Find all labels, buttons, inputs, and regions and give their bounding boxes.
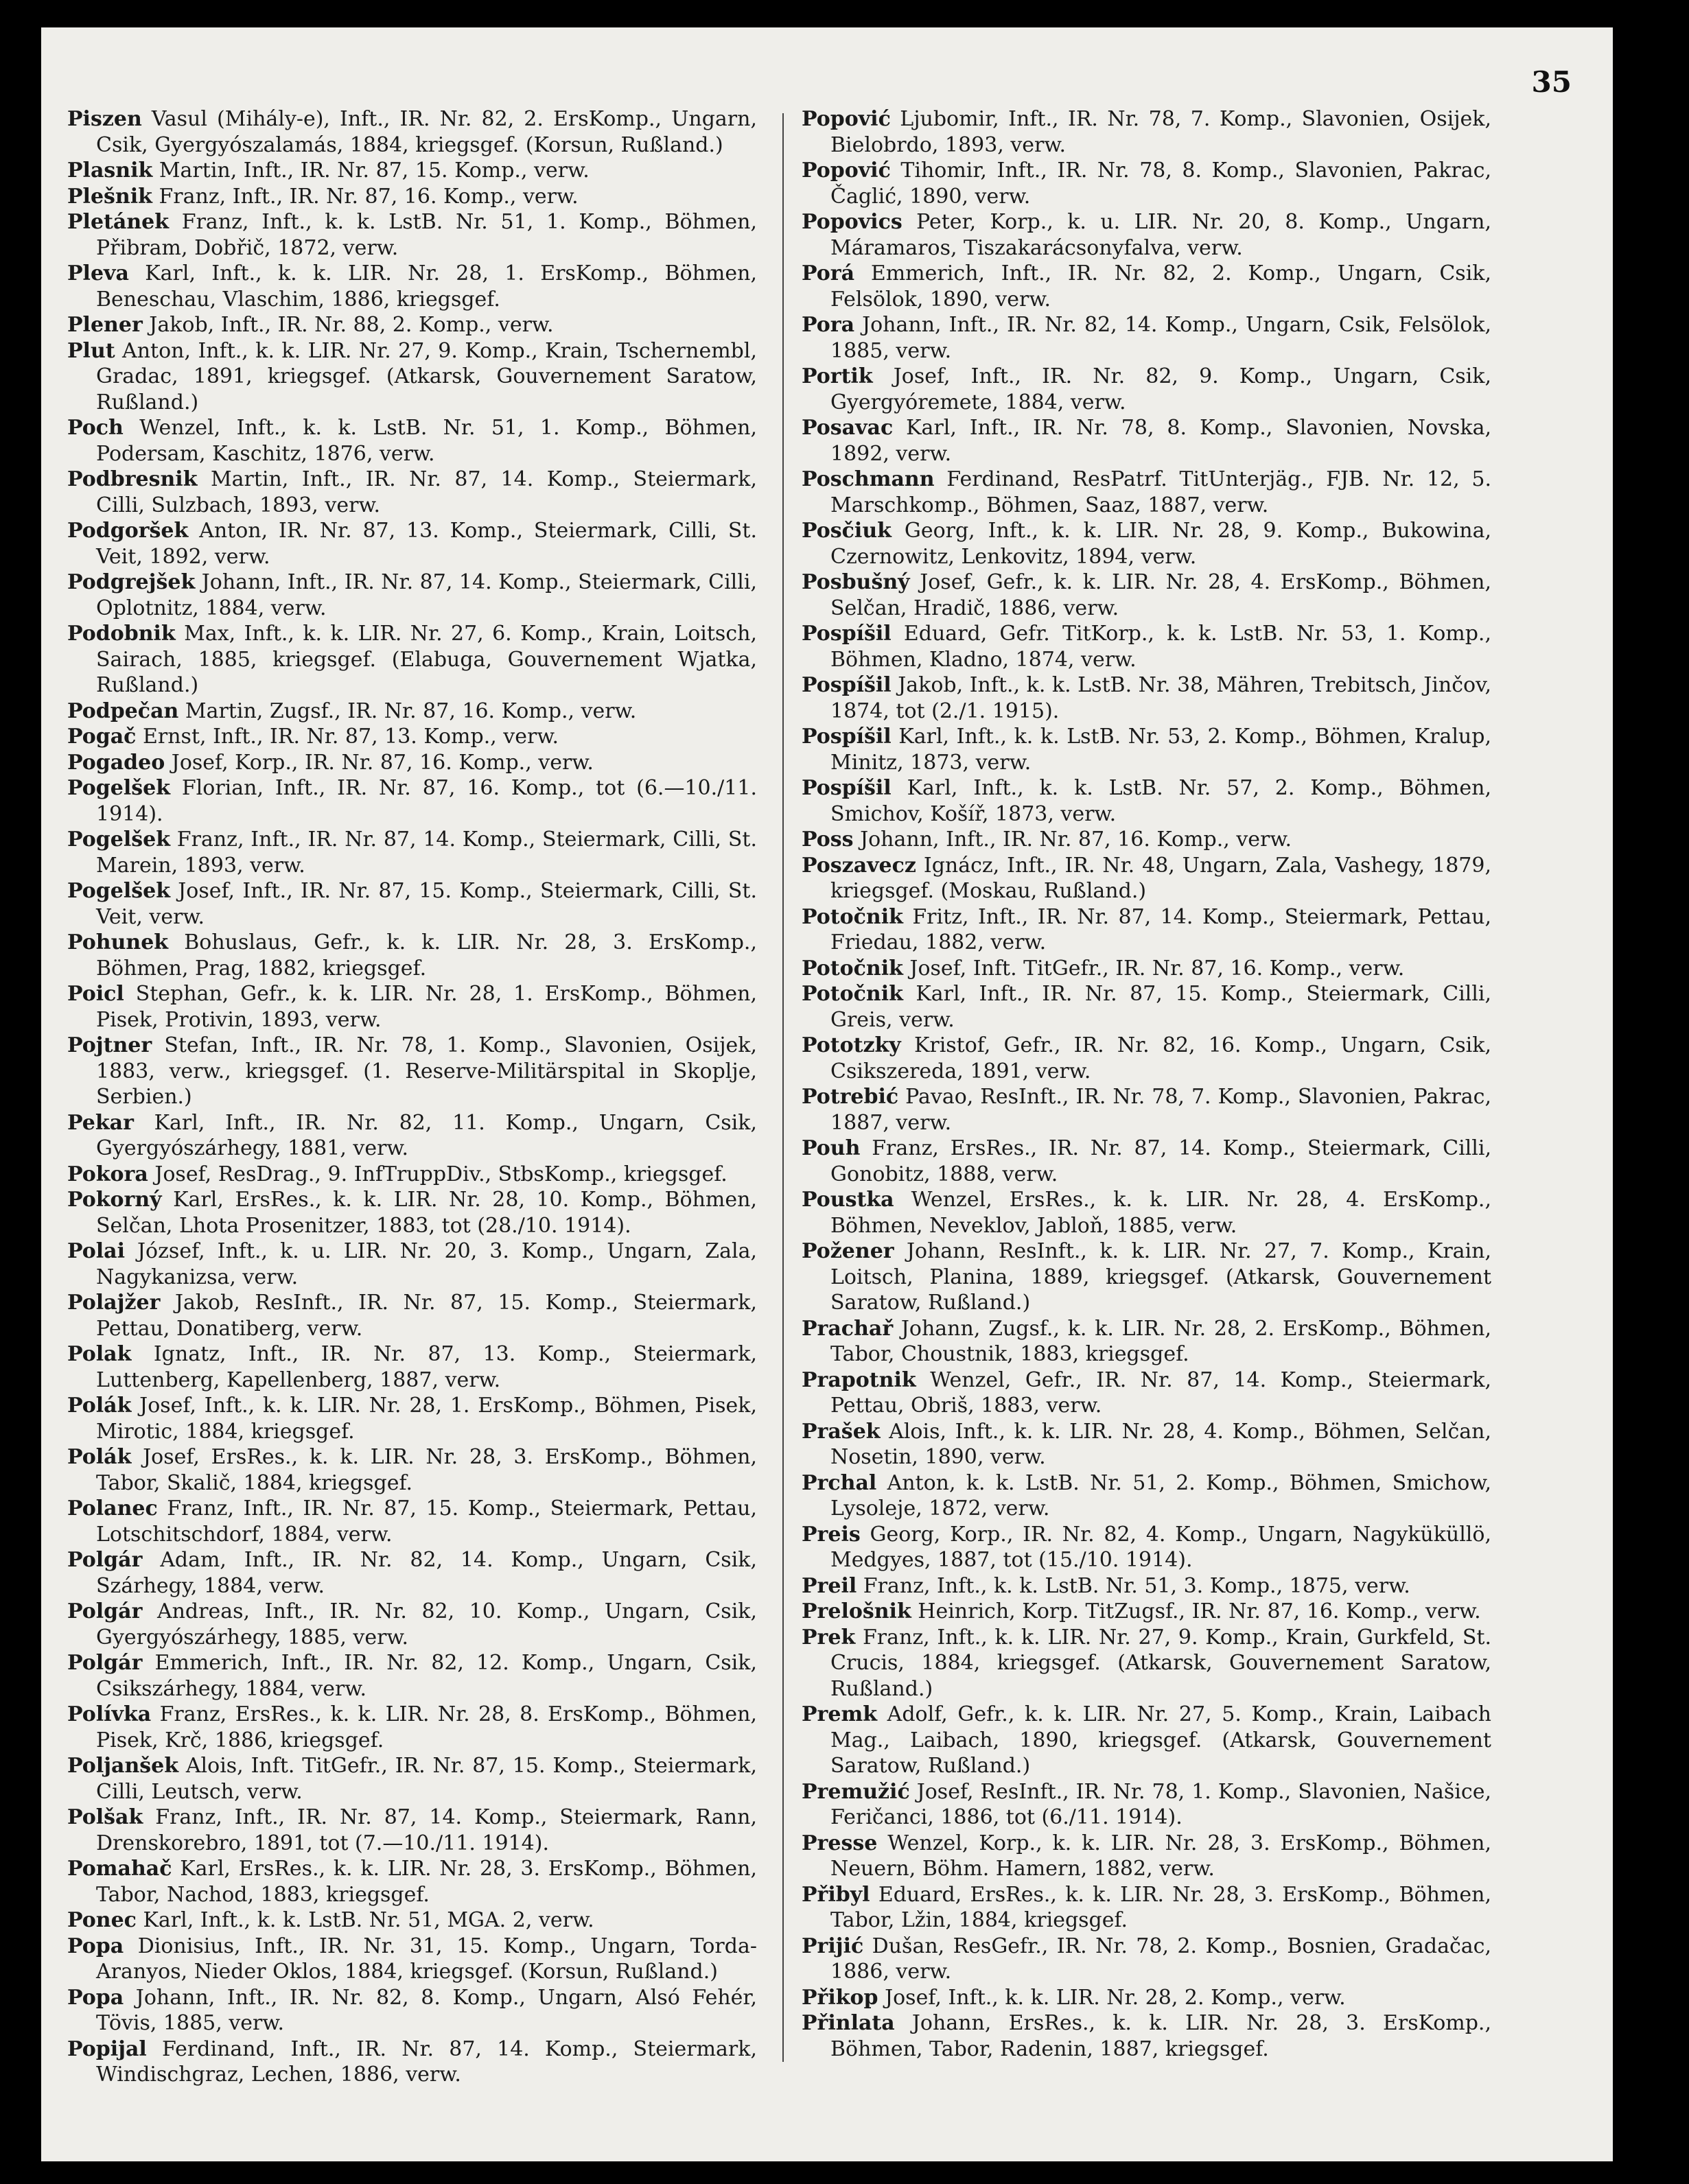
register-entry (67, 1702, 757, 1753)
entry-details: Karl, ErsRes., k. k. LIR. Nr. 28, 10. Komp., Böhmen, Selčan, Lhota Prosenitzer, 1883, tot (28./10. 1914). (96, 1188, 757, 1238)
register-entry (67, 415, 757, 467)
entry-surname: Pokorný (67, 1188, 162, 1212)
entry-surname: Pogadeo (67, 750, 165, 775)
entry-surname: Preis (802, 1522, 861, 1547)
entry-details: Johann, Zugsf., k. k. LIR. Nr. 28, 2. ErsKomp., Böhmen, Tabor, Choustnik, 1883, kriegsgef. (830, 1316, 1491, 1366)
entry-surname: Polgár (67, 1651, 143, 1675)
entry-surname: Poschmann (802, 467, 935, 491)
register-entry (67, 878, 757, 930)
register-entry (67, 261, 757, 312)
register-entry (67, 467, 757, 518)
entry-details: Franz, Inft., IR. Nr. 87, 14. Komp., Steiermark, Rann, Drenskorebro, 1891, tot (7.—10./11. 1914). (96, 1805, 757, 1855)
entry-details: Ljubomir, Inft., IR. Nr. 78, 7. Komp., Slavonien, Osijek, Bielobrdo, 1893, verw. (830, 107, 1491, 157)
register-entry (67, 570, 757, 621)
register-entry (67, 930, 757, 981)
entry-surname: Posavac (802, 416, 894, 440)
entry-surname: Pototzky (802, 1033, 901, 1057)
entry-details: Josef, ResDrag., 9. InfTruppDiv., StbsKomp., kriegsgef. (148, 1162, 727, 1186)
register-entry (802, 853, 1491, 904)
register-entry (67, 184, 757, 210)
entry-surname: Polgár (67, 1548, 143, 1572)
register-entry (67, 158, 757, 184)
entry-details: Ferdinand, Inft., IR. Nr. 87, 14. Komp., Steiermark, Windischgraz, Lechen, 1886, verw. (96, 2036, 757, 2087)
register-entry (802, 1470, 1491, 1522)
entry-surname: Pospíšil (802, 622, 892, 646)
entry-surname: Pletánek (67, 210, 170, 234)
register-entry (802, 904, 1491, 956)
entry-surname: Potočnik (802, 956, 903, 981)
register-entry (67, 1547, 757, 1599)
entry-surname: Přinlata (802, 2011, 895, 2035)
entry-surname: Porá (802, 261, 855, 285)
register-entry (802, 1985, 1491, 2011)
entry-details: Karl, Inft., k. k. LstB. Nr. 53, 2. Komp., Böhmen, Kralup, Minitz, 1873, verw. (830, 725, 1491, 775)
document-page (41, 27, 1613, 2161)
register-entry (67, 1393, 757, 1444)
entry-surname: Prelošnik (802, 1599, 911, 1623)
register-entry (802, 2010, 1491, 2062)
entry-details: Adam, Inft., IR. Nr. 82, 14. Komp., Ungarn, Csik, Szárhegy, 1884, verw. (96, 1548, 757, 1598)
entry-details: Stephan, Gefr., k. k. LIR. Nr. 28, 1. ErsKomp., Böhmen, Pisek, Protivin, 1893, verw. (96, 982, 757, 1032)
register-entry (802, 827, 1491, 853)
register-entry (802, 1316, 1491, 1367)
register-entry (67, 338, 757, 416)
entry-surname: Podpečan (67, 698, 179, 723)
entry-details: Josef, ErsRes., k. k. LIR. Nr. 28, 3. ErsKomp., Böhmen, Tabor, Skalič, 1884, kriegsgef. (96, 1445, 757, 1495)
entry-details: Wenzel, Gefr., IR. Nr. 87, 14. Komp., Steiermark, Pettau, Obriš, 1883, verw. (830, 1367, 1491, 1418)
register-entry (802, 518, 1491, 570)
entry-details: Karl, ErsRes., k. k. LIR. Nr. 28, 3. ErsKomp., Böhmen, Tabor, Nachod, 1883, kriegsgef. (96, 1857, 757, 1907)
register-entry (67, 1934, 757, 1985)
entry-surname: Pleva (67, 261, 129, 285)
entry-surname: Preil (802, 1573, 857, 1598)
entry-details: Fritz, Inft., IR. Nr. 87, 14. Komp., Steiermark, Pettau, Friedau, 1882, verw. (830, 904, 1491, 954)
entry-details: Johann, Inft., IR. Nr. 82, 14. Komp., Ungarn, Csik, Felsölok, 1885, verw. (830, 313, 1491, 363)
entry-surname: Pojtner (67, 1033, 152, 1057)
entry-details: Karl, Inft., k. k. LstB. Nr. 51, MGA. 2, verw. (136, 1908, 594, 1932)
entry-surname: Poss (802, 827, 854, 852)
register-entry (67, 106, 757, 158)
entry-surname: Posčiuk (802, 519, 892, 543)
entry-surname: Posbušný (802, 570, 910, 594)
entry-details: Alois, Inft., k. k. LIR. Nr. 28, 4. Komp., Böhmen, Selčan, Nosetin, 1890, verw. (830, 1419, 1491, 1469)
register-entry (67, 1753, 757, 1805)
register-entry (802, 1831, 1491, 1882)
entry-details: Josef, Korp., IR. Nr. 87, 16. Komp., verw. (165, 750, 594, 775)
entry-details: Pavao, ResInft., IR. Nr. 78, 7. Komp., Slavonien, Pakrac, 1887, verw. (830, 1085, 1491, 1135)
entry-details: Dionisius, Inft., IR. Nr. 31, 15. Komp., Ungarn, Torda-Aranyos, Nieder Oklos, 1884, kriegsgef. (Korsun, Rußland.) (96, 1934, 757, 1984)
entry-surname: Polai (67, 1239, 125, 1263)
register-entry (67, 1187, 757, 1238)
register-entry (802, 261, 1491, 312)
register-entry (802, 1136, 1491, 1187)
entry-surname: Polak (67, 1342, 132, 1366)
entry-details: Emmerich, Inft., IR. Nr. 82, 2. Komp., Ungarn, Csik, Felsölok, 1890, verw. (830, 261, 1491, 312)
entry-surname: Podobnik (67, 622, 176, 646)
entry-surname: Plasnik (67, 158, 153, 183)
entry-surname: Prapotnik (802, 1367, 916, 1392)
register-entry (802, 415, 1491, 467)
register-entry (67, 1805, 757, 1856)
entry-surname: Potočnik (802, 982, 903, 1006)
entry-surname: Ponec (67, 1908, 137, 1932)
entry-details: Eduard, Gefr. TitKorp., k. k. LstB. Nr. 53, 1. Komp., Böhmen, Kladno, 1874, verw. (830, 622, 1491, 672)
register-entry (802, 724, 1491, 775)
entry-details: Andreas, Inft., IR. Nr. 82, 10. Komp., Ungarn, Csik, Gyergyószárhegy, 1885, verw. (96, 1599, 757, 1649)
entry-surname: Podgoršek (67, 519, 189, 543)
entry-details: Josef, Inft., k. k. LIR. Nr. 28, 1. ErsKomp., Böhmen, Pisek, Mirotic, 1884, kriegsgef. (96, 1394, 757, 1444)
entry-surname: Plener (67, 313, 143, 337)
left-column (67, 106, 757, 2088)
register-entry (67, 750, 757, 776)
entry-details: Anton, k. k. LstB. Nr. 51, 2. Komp., Böhmen, Smichow, Lysoleje, 1872, verw. (830, 1470, 1491, 1520)
entry-surname: Pomahač (67, 1857, 172, 1881)
entry-details: Martin, Zugsf., IR. Nr. 87, 16. Komp., verw. (178, 698, 637, 723)
register-entry (67, 2036, 757, 2088)
entry-surname: Prchal (802, 1470, 877, 1495)
entry-details: Florian, Inft., IR. Nr. 87, 16. Komp., tot (6.—10./11. 1914). (96, 776, 757, 826)
entry-details: Josef, Inft. TitGefr., IR. Nr. 87, 16. Komp., verw. (902, 956, 1405, 981)
entry-details: Franz, Inft., k. k. LstB. Nr. 51, 1. Komp., Böhmen, Přibram, Dobřič, 1872, verw. (96, 210, 757, 260)
register-entry (67, 827, 757, 878)
entry-surname: Popijal (67, 2036, 147, 2061)
entry-surname: Pospíšil (802, 776, 892, 800)
register-entry (802, 364, 1491, 415)
entry-surname: Poicl (67, 982, 124, 1006)
register-entry (802, 1934, 1491, 1985)
entry-details: Josef, ResInft., IR. Nr. 78, 1. Komp., Slavonien, Našice, Feričanci, 1886, tot (6./11. 1914). (830, 1779, 1491, 1829)
register-entry (802, 158, 1491, 209)
entry-surname: Popović (802, 107, 891, 131)
entry-surname: Prijić (802, 1934, 864, 1958)
entry-details: Jakob, Inft., k. k. LstB. Nr. 38, Mähren, Trebitsch, Jinčov, 1874, tot (2./1. 1915). (830, 673, 1491, 723)
entry-surname: Presse (802, 1831, 878, 1855)
entry-details: Josef, Inft., IR. Nr. 82, 9. Komp., Ungarn, Csik, Gyergyóremete, 1884, verw. (830, 364, 1491, 414)
entry-surname: Plešnik (67, 184, 152, 209)
entry-surname: Pora (802, 313, 855, 337)
register-entry (802, 1084, 1491, 1136)
entry-details: Peter, Korp., k. u. LIR. Nr. 20, 8. Komp., Ungarn, Máramaros, Tiszakarácsonyfalva, verw. (830, 210, 1491, 260)
register-entry (802, 1573, 1491, 1599)
entry-surname: Polšak (67, 1805, 143, 1829)
entry-details: Johann, ErsRes., k. k. LIR. Nr. 28, 3. ErsKomp., Böhmen, Tabor, Radenin, 1887, kriegsgef. (830, 2011, 1491, 2061)
page-number: 35 (1531, 65, 1572, 99)
register-entry (67, 621, 757, 698)
register-entry (802, 672, 1491, 724)
entry-details: Franz, Inft., IR. Nr. 87, 14. Komp., Steiermark, Cilli, St. Marein, 1893, verw. (96, 827, 757, 878)
entry-surname: Poszavecz (802, 853, 916, 878)
register-entry (67, 1650, 757, 1702)
register-entry (802, 106, 1491, 158)
register-entry (67, 1985, 757, 2036)
entry-details: Wenzel, Inft., k. k. LstB. Nr. 51, 1. Komp., Böhmen, Podersam, Kaschitz, 1876, verw. (96, 416, 757, 466)
entry-details: Franz, ErsRes., k. k. LIR. Nr. 28, 8. ErsKomp., Böhmen, Pisek, Krč, 1886, kriegsgef. (96, 1702, 757, 1752)
entry-details: Josef, Inft., k. k. LIR. Nr. 28, 2. Komp., verw. (878, 1985, 1346, 2010)
entry-details: Johann, Inft., IR. Nr. 82, 8. Komp., Ungarn, Alsó Fehér, Tövis, 1885, verw. (96, 1985, 757, 2035)
entry-surname: Poustka (802, 1188, 894, 1212)
register-entry (802, 621, 1491, 672)
entry-details: Jakob, ResInft., IR. Nr. 87, 15. Komp., Steiermark, Pettau, Donatiberg, verw. (96, 1291, 757, 1341)
entry-surname: Pospíšil (802, 725, 892, 749)
entry-details: Johann, ResInft., k. k. LIR. Nr. 27, 7. Komp., Krain, Loitsch, Planina, 1889, kriegsgef. (Atkarsk, Gouvernement Saratow, Rußland.) (830, 1239, 1491, 1315)
entry-surname: Polák (67, 1445, 132, 1469)
register-entry (67, 1238, 757, 1290)
entry-details: Karl, Inft., k. k. LIR. Nr. 28, 1. ErsKomp., Böhmen, Beneschau, Vlaschim, 1886, kriegsgef. (96, 261, 757, 312)
register-entry (67, 1033, 757, 1110)
entry-surname: Pospíšil (802, 673, 892, 697)
entry-details: Adolf, Gefr., k. k. LIR. Nr. 27, 5. Komp., Krain, Laibach Mag., Laibach, 1890, kriegsgef. (Atkarsk, Gouvernement Saratow, Rußland.) (830, 1702, 1491, 1778)
entry-details: Ferdinand, ResPatrf. TitUnterjäg., FJB. Nr. 12, 5. Marschkomp., Böhmen, Saaz, 1887, verw. (830, 467, 1491, 517)
register-entry (67, 1341, 757, 1393)
register-entry (67, 1162, 757, 1188)
register-entry (802, 209, 1491, 261)
register-entry (802, 570, 1491, 621)
entry-surname: Požener (802, 1239, 894, 1263)
entry-details: Martin, Inft., IR. Nr. 87, 15. Komp., verw. (152, 158, 590, 183)
entry-surname: Potočnik (802, 904, 903, 929)
register-entry (802, 1599, 1491, 1625)
entry-details: Johann, Inft., IR. Nr. 87, 14. Komp., Steiermark, Cilli, Oplotnitz, 1884, verw. (96, 570, 757, 620)
entry-surname: Pekar (67, 1110, 134, 1135)
register-entry (67, 1110, 757, 1162)
entry-surname: Pouh (802, 1136, 861, 1160)
entry-surname: Pogelšek (67, 776, 170, 800)
register-entry (67, 1496, 757, 1547)
entry-details: Vasul (Mihály-e), Inft., IR. Nr. 82, 2. ErsKomp., Ungarn, Csik, Gyergyószalamás, 1884, kriegsgef. (Korsun, Rußland.) (96, 107, 757, 157)
entry-surname: Prek (802, 1625, 856, 1649)
entry-details: Ernst, Inft., IR. Nr. 87, 13. Komp., verw. (136, 725, 559, 749)
entry-details: Franz, ErsRes., IR. Nr. 87, 14. Komp., Steiermark, Cilli, Gonobitz, 1888, verw. (830, 1136, 1491, 1186)
entry-details: Karl, Inft., IR. Nr. 87, 15. Komp., Steiermark, Cilli, Greis, verw. (830, 982, 1491, 1032)
register-entry (67, 1444, 757, 1496)
entry-details: Franz, Inft., k. k. LstB. Nr. 51, 3. Komp., 1875, verw. (857, 1573, 1410, 1598)
entry-surname: Popovics (802, 210, 902, 234)
entry-details: Karl, Inft., IR. Nr. 78, 8. Komp., Slavonien, Novska, 1892, verw. (830, 416, 1491, 466)
register-entry (67, 312, 757, 338)
entry-surname: Podgrejšek (67, 570, 196, 594)
register-entry (67, 698, 757, 725)
entry-surname: Polgár (67, 1599, 143, 1623)
entry-surname: Portik (802, 364, 873, 388)
entry-details: Anton, Inft., k. k. LIR. Nr. 27, 9. Komp., Krain, Tschernembl, Gradac, 1891, kriegsgef. (Atkarsk, Gouvernement Saratow, Rußland.) (96, 338, 757, 414)
register-entry (802, 467, 1491, 518)
entry-surname: Pokora (67, 1162, 148, 1186)
entry-surname: Premužić (802, 1779, 910, 1804)
entry-details: Dušan, ResGefr., IR. Nr. 78, 2. Komp., Bosnien, Gradačac, 1886, verw. (830, 1934, 1491, 1984)
entry-surname: Pogač (67, 725, 137, 749)
register-entry (802, 1702, 1491, 1779)
entry-details: Anton, IR. Nr. 87, 13. Komp., Steiermark, Cilli, St. Veit, 1892, verw. (96, 519, 757, 569)
register-entry (802, 956, 1491, 982)
entry-surname: Prašek (802, 1419, 881, 1444)
entry-details: Ignácz, Inft., IR. Nr. 48, Ungarn, Zala, Vashegy, 1879, kriegsgef. (Moskau, Rußland.) (830, 853, 1491, 903)
register-entry (802, 1238, 1491, 1316)
register-entry (67, 1290, 757, 1341)
entry-details: Kristof, Gefr., IR. Nr. 82, 16. Komp., Ungarn, Csik, Csikszereda, 1891, verw. (830, 1033, 1491, 1083)
entry-surname: Polajžer (67, 1291, 161, 1315)
register-entry (67, 1856, 757, 1907)
register-entry (802, 1419, 1491, 1470)
entry-details: Tihomir, Inft., IR. Nr. 78, 8. Komp., Slavonien, Pakrac, Čaglić, 1890, verw. (830, 158, 1491, 209)
entry-details: Heinrich, Korp. TitZugsf., IR. Nr. 87, 16. Komp., verw. (911, 1599, 1481, 1623)
register-entry (67, 1599, 757, 1650)
entry-surname: Piszen (67, 107, 142, 131)
entry-details: Stefan, Inft., IR. Nr. 78, 1. Komp., Slavonien, Osijek, 1883, verw., kriegsgef. (1. Reserve-Militärspital in Skoplje, Serbien.) (96, 1033, 757, 1109)
entry-surname: Poch (67, 416, 124, 440)
entry-details: Karl, Inft., k. k. LstB. Nr. 57, 2. Komp., Böhmen, Smichov, Košíř, 1873, verw. (830, 776, 1491, 826)
register-entry (802, 1367, 1491, 1419)
entry-surname: Přikop (802, 1985, 878, 2010)
register-entry (802, 1882, 1491, 1934)
entry-details: Bohuslaus, Gefr., k. k. LIR. Nr. 28, 3. ErsKomp., Böhmen, Prag, 1882, kriegsgef. (96, 930, 757, 981)
register-entry (67, 518, 757, 570)
entry-details: Martin, Inft., IR. Nr. 87, 14. Komp., Steiermark, Cilli, Sulzbach, 1893, verw. (96, 467, 757, 517)
entry-surname: Polanec (67, 1496, 158, 1520)
register-entry (802, 1625, 1491, 1702)
entry-surname: Prachař (802, 1316, 894, 1341)
entry-surname: Plut (67, 338, 115, 363)
entry-surname: Popović (802, 158, 891, 183)
register-entry (67, 981, 757, 1033)
entry-details: Ignatz, Inft., IR. Nr. 87, 13. Komp., Steiermark, Luttenberg, Kapellenberg, 1887, verw. (96, 1342, 757, 1392)
entry-surname: Popa (67, 1934, 124, 1958)
entry-details: Jakob, Inft., IR. Nr. 88, 2. Komp., verw. (142, 313, 554, 337)
entry-details: József, Inft., k. u. LIR. Nr. 20, 3. Komp., Ungarn, Zala, Nagykanizsa, verw. (96, 1239, 757, 1289)
entry-details: Georg, Korp., IR. Nr. 82, 4. Komp., Ungarn, Nagyküküllö, Medgyes, 1887, tot (15./10. 1914). (830, 1522, 1491, 1572)
entry-details: Wenzel, Korp., k. k. LIR. Nr. 28, 3. ErsKomp., Böhmen, Neuern, Böhm. Hamern, 1882, verw. (830, 1831, 1491, 1881)
entry-details: Josef, Gefr., k. k. LIR. Nr. 28, 4. ErsKomp., Böhmen, Selčan, Hradič, 1886, verw. (830, 570, 1491, 620)
entry-details: Johann, Inft., IR. Nr. 87, 16. Komp., verw. (853, 827, 1292, 852)
entry-details: Emmerich, Inft., IR. Nr. 82, 12. Komp., Ungarn, Csik, Csikszárhegy, 1884, verw. (96, 1651, 757, 1701)
register-entry (802, 1779, 1491, 1831)
entry-surname: Podbresnik (67, 467, 198, 491)
entry-surname: Pogelšek (67, 879, 170, 903)
entry-details: Wenzel, ErsRes., k. k. LIR. Nr. 28, 4. ErsKomp., Böhmen, Neveklov, Jabloň, 1885, verw. (830, 1188, 1491, 1238)
entry-details: Alois, Inft. TitGefr., IR. Nr. 87, 15. Komp., Steiermark, Cilli, Leutsch, verw. (96, 1754, 757, 1804)
entry-details: Franz, Inft., IR. Nr. 87, 16. Komp., verw. (152, 184, 579, 209)
column-divider (782, 113, 784, 2062)
entry-surname: Polívka (67, 1702, 152, 1726)
entry-details: Max, Inft., k. k. LIR. Nr. 27, 6. Komp., Krain, Loitsch, Sairach, 1885, kriegsgef. (Elabuga, Gouvernement Wjatka, Rußland.) (96, 622, 757, 697)
register-entry (802, 1522, 1491, 1573)
entry-details: Georg, Inft., k. k. LIR. Nr. 28, 9. Komp., Bukowina, Czernowitz, Lenkovitz, 1894, verw. (830, 519, 1491, 569)
entry-surname: Pogelšek (67, 827, 170, 852)
entry-surname: Premk (802, 1702, 877, 1726)
register-entry (802, 981, 1491, 1033)
entry-details: Karl, Inft., IR. Nr. 82, 11. Komp., Ungarn, Csik, Gyergyószárhegy, 1881, verw. (96, 1110, 757, 1160)
register-entry (802, 1187, 1491, 1238)
register-entry (67, 1907, 757, 1934)
entry-surname: Poljanšek (67, 1754, 179, 1778)
entry-details: Eduard, ErsRes., k. k. LIR. Nr. 28, 3. ErsKomp., Böhmen, Tabor, Lžin, 1884, kriegsgef. (830, 1882, 1491, 1932)
register-entry (67, 775, 757, 827)
entry-surname: Potrebić (802, 1085, 899, 1109)
register-entry (67, 209, 757, 261)
entry-details: Josef, Inft., IR. Nr. 87, 15. Komp., Steiermark, Cilli, St. Veit, verw. (96, 879, 757, 929)
register-entry (802, 312, 1491, 364)
entry-surname: Pohunek (67, 930, 169, 954)
register-entry (802, 775, 1491, 827)
entry-surname: Polák (67, 1394, 132, 1418)
register-entry (802, 1033, 1491, 1084)
register-entry (67, 724, 757, 750)
entry-surname: Přibyl (802, 1882, 870, 1907)
right-column (802, 106, 1491, 2062)
entry-details: Franz, Inft., k. k. LIR. Nr. 27, 9. Komp., Krain, Gurkfeld, St. Crucis, 1884, kriegsgef. (Atkarsk, Gouvernement Saratow, Rußland.) (830, 1625, 1491, 1701)
entry-details: Franz, Inft., IR. Nr. 87, 15. Komp., Steiermark, Pettau, Lotschitschdorf, 1884, verw. (96, 1496, 757, 1547)
entry-surname: Popa (67, 1985, 124, 2010)
